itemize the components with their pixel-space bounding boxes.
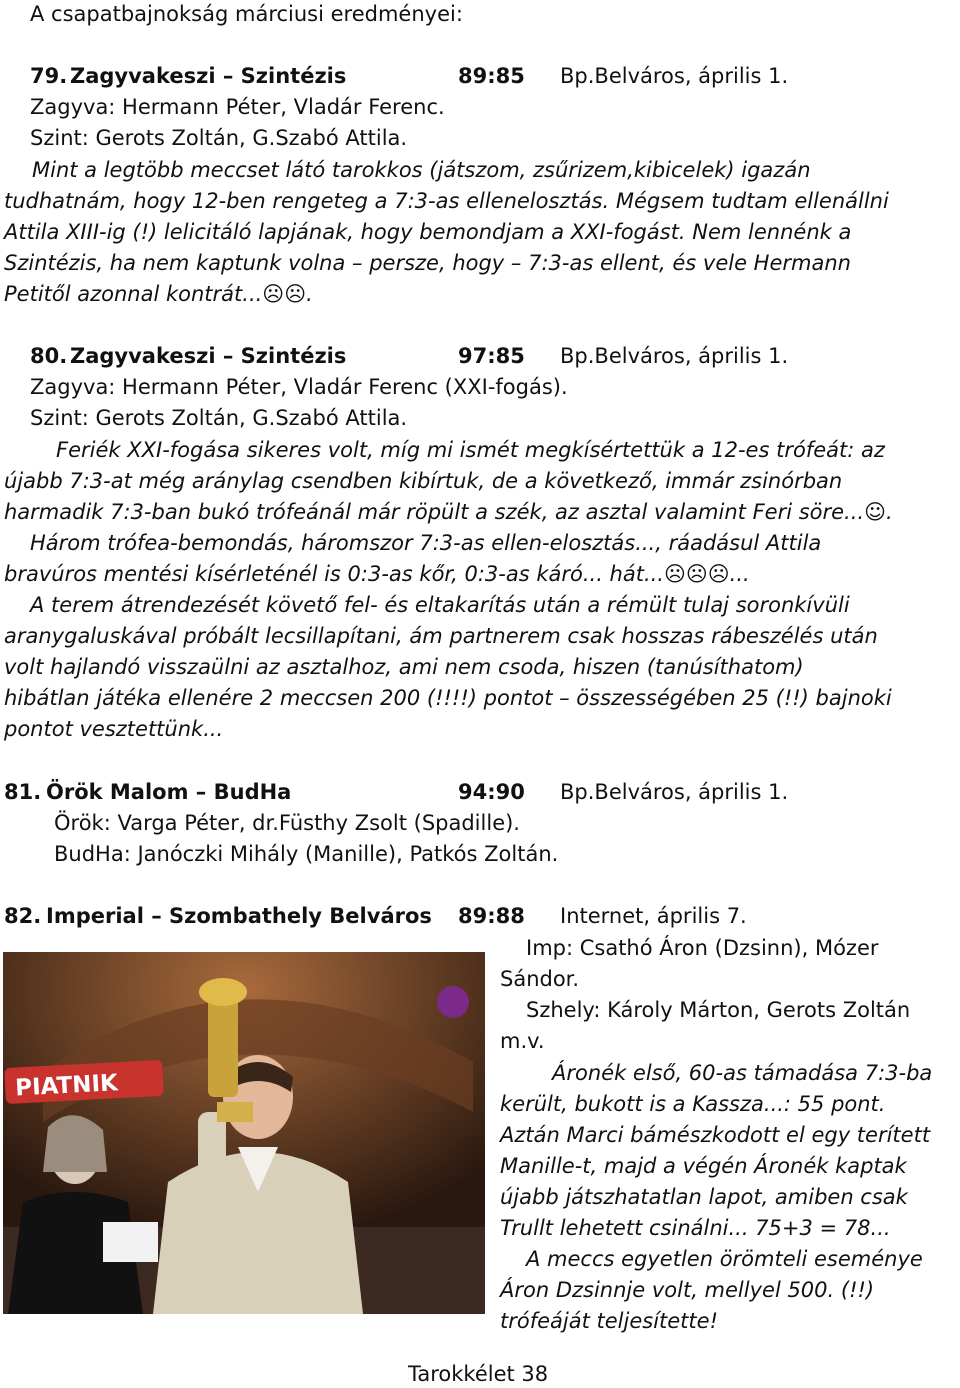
match-80-report-line: Feriék XXI-fogása sikeres volt, míg mi ismét megkísértettük a 12-es trófeát: az bbox=[56, 438, 885, 462]
trophy-photo bbox=[3, 952, 485, 1314]
match-79-report-line: Attila XIII-ig (!) lelicitáló lapjának, hogy bemondjam a XXI-fogást. Nem lennénk a bbox=[4, 220, 852, 244]
match-82-team1: Imp: Csathó Áron (Dzsinn), Mózer bbox=[526, 936, 879, 960]
match-80-report-line: A terem átrendezését követő fel- és eltakarítás után a rémült tulaj soronkívüli bbox=[30, 593, 850, 617]
match-teams: Imperial – Szombathely Belváros bbox=[46, 904, 432, 928]
match-80-report-line: bravúros mentési kísérleténél is 0:3-as kőr, 0:3-as káró... hát...☹☹☹... bbox=[4, 562, 750, 586]
match-82-report-line: Áron Dzsinnje volt, mellyel 500. (!!) bbox=[500, 1278, 875, 1302]
match-80-team1: Zagyva: Hermann Péter, Vladár Ferenc (XXI-fogás). bbox=[30, 375, 568, 399]
match-number: 81. bbox=[4, 780, 42, 804]
match-number: 82. bbox=[4, 904, 42, 928]
match-score: 94:90 bbox=[458, 780, 525, 804]
match-80-report-line: Három trófea-bemondás, háromszor 7:3-as ellen-elosztás..., ráadásul Attila bbox=[30, 531, 822, 555]
match-place: Internet, április 7. bbox=[560, 904, 747, 928]
match-teams: Örök Malom – BudHa bbox=[46, 780, 292, 804]
match-80-report-line: pontot vesztettünk... bbox=[4, 717, 224, 741]
match-82-team1-cont: Sándor. bbox=[500, 967, 580, 991]
match-80-report-line: volt hajlandó visszaülni az asztalhoz, ami nem csoda, hiszen (tanúsíthatom) bbox=[4, 655, 804, 679]
match-79-report-line: tudhatnám, hogy 12-ben rengeteg a 7:3-as ellenelosztás. Mégsem tudtam ellenállni bbox=[4, 189, 889, 213]
match-81-team2: BudHa: Janóczki Mihály (Manille), Patkós Zoltán. bbox=[54, 842, 559, 866]
match-80-report-line: aranygaluskával próbált lecsillapítani, ám partnerem csak hosszas rábeszélés után bbox=[4, 624, 878, 648]
match-number: 80. bbox=[30, 344, 68, 368]
match-82-report-line: Manille-t, majd a végén Áronék kaptak bbox=[500, 1154, 907, 1178]
match-79-report-line: Szintézis, ha nem kaptunk volna – persze, hogy – 7:3-as ellent, és vele Hermann bbox=[4, 251, 851, 275]
match-teams: Zagyvakeszi – Szintézis bbox=[70, 64, 347, 88]
match-82-report-line: újabb játszhatatlan lapot, amiben csak bbox=[500, 1185, 908, 1209]
match-score: 89:88 bbox=[458, 904, 525, 928]
match-place: Bp.Belváros, április 1. bbox=[560, 64, 789, 88]
match-80-team2: Szint: Gerots Zoltán, G.Szabó Attila. bbox=[30, 406, 408, 430]
match-79-team1: Zagyva: Hermann Péter, Vladár Ferenc. bbox=[30, 95, 445, 119]
match-place: Bp.Belváros, április 1. bbox=[560, 780, 789, 804]
match-80-report-line: hibátlan játéka ellenére 2 meccsen 200 (!!!!) pontot – összességében 25 (!!) bajnoki bbox=[4, 686, 892, 710]
page-title: A csapatbajnokság márciusi eredményei: bbox=[30, 2, 463, 26]
match-number: 79. bbox=[30, 64, 68, 88]
match-score: 89:85 bbox=[458, 64, 525, 88]
match-score: 97:85 bbox=[458, 344, 525, 368]
match-82-report-line: Aztán Marci bámészkodott el egy terített bbox=[500, 1123, 931, 1147]
match-82-report-line: trófeáját teljesítette! bbox=[500, 1309, 718, 1333]
match-82-team2-cont: m.v. bbox=[500, 1029, 545, 1053]
match-teams: Zagyvakeszi – Szintézis bbox=[70, 344, 347, 368]
match-82-report-line: A meccs egyetlen örömteli eseménye bbox=[526, 1247, 923, 1271]
match-79-team2: Szint: Gerots Zoltán, G.Szabó Attila. bbox=[30, 126, 408, 150]
match-place: Bp.Belváros, április 1. bbox=[560, 344, 789, 368]
match-82-team2: Szhely: Károly Márton, Gerots Zoltán bbox=[526, 998, 911, 1022]
match-79-report-line: Petitől azonnal kontrát...☹☹. bbox=[4, 282, 313, 306]
match-82-report-line: Áronék első, 60-as támadása 7:3-ba bbox=[552, 1061, 933, 1085]
piatnik-banner: PIATNIK bbox=[14, 1070, 119, 1102]
match-81-team1: Örök: Varga Péter, dr.Füsthy Zsolt (Spadille). bbox=[54, 811, 520, 835]
match-79-report-line: Mint a legtöbb meccset látó tarokkos (játszom, zsűrizem,kibicelek) igazán bbox=[32, 158, 811, 182]
match-82-report-line: került, bukott is a Kassza...: 55 pont. bbox=[500, 1092, 886, 1116]
match-80-report-line: harmadik 7:3-ban bukó trófeánál már röpült a szék, az asztal valamint Feri söre...☺. bbox=[4, 500, 893, 524]
page-footer: Tarokkélet 38 bbox=[408, 1362, 549, 1386]
match-82-report-line: Trullt lehetett csinálni... 75+3 = 78... bbox=[500, 1216, 891, 1240]
match-80-report-line: újabb 7:3-at még aránylag csendben kibírtuk, de a következő, immár zsinórban bbox=[4, 469, 843, 493]
